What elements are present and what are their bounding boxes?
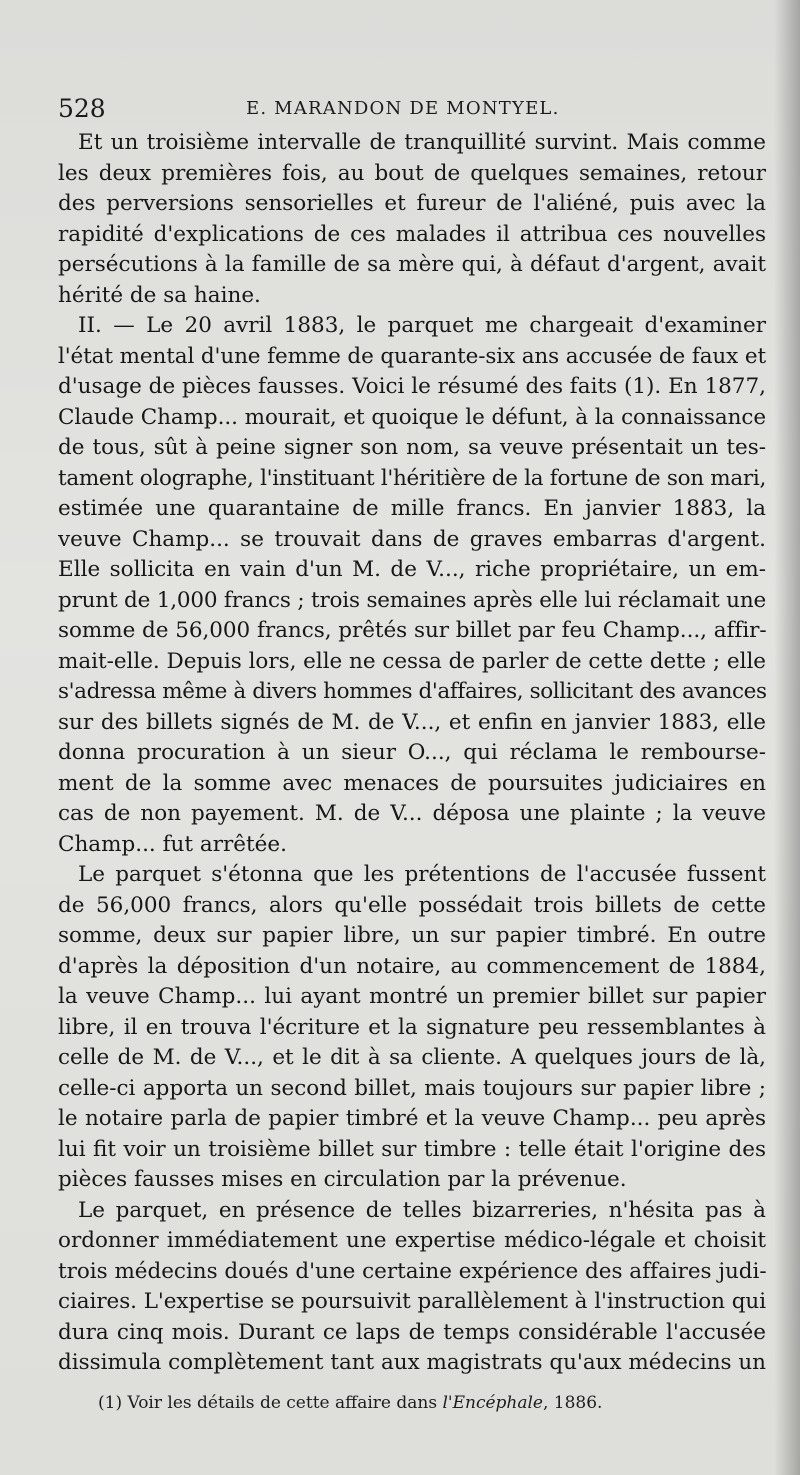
footnote-prefix: (1) Voir les détails de cette affaire dans xyxy=(98,1393,443,1413)
text-line: donna procuration à un sieur O..., qui réclama le rembourse- xyxy=(58,740,766,765)
text-line: somme, deux sur papier libre, un sur papier timbré. En outre xyxy=(58,923,766,948)
text-line: ment de la somme avec menaces de poursuites judiciaires en xyxy=(58,770,766,796)
text-line: trois médecins doués d'une certaine expérience des affaires judi- xyxy=(58,1258,767,1284)
text-line: lui fit voir un troisième billet sur timbre : telle était l'origine des xyxy=(58,1136,766,1162)
text-line: l'état mental d'une femme de quarante-six ans accusée de faux et xyxy=(58,343,766,369)
footnote-suffix: , 1886. xyxy=(542,1393,603,1413)
text-line: les deux premières fois, au bout de quelques semaines, retour xyxy=(58,160,766,186)
text-line: ordonner immédiatement une expertise médico-légale et choisit xyxy=(58,1228,766,1253)
text-line: estimée une quarantaine de mille francs. En janvier 1883, la xyxy=(58,496,766,521)
page-number: 528 xyxy=(58,94,106,123)
text-line: celle de M. de V..., et le dit à sa cliente. A quelques jours de là, xyxy=(58,1045,766,1070)
text-line: Champ... fut arrêtée. xyxy=(58,831,287,857)
text-line: d'après la déposition d'un notaire, au commencement de 1884, xyxy=(58,953,766,979)
text-line: d'usage de pièces fausses. Voici le résumé des faits (1). En 1877, xyxy=(58,374,766,399)
text-line: mait-elle. Depuis lors, elle ne cessa de parler de cette dette ; elle xyxy=(58,648,766,674)
text-line: Et un troisième intervalle de tranquillité survint. Mais comme xyxy=(78,130,766,155)
page-gutter-shadow xyxy=(774,0,800,1475)
text-line: rapidité d'explications de ces malades il attribua ces nouvelles xyxy=(58,221,766,247)
text-line: dissimula complètement tant aux magistrats qu'aux médecins un xyxy=(58,1350,767,1375)
paragraph xyxy=(58,128,766,311)
paragraph xyxy=(58,860,766,1196)
text-line: de 56,000 francs, alors qu'elle possédait trois billets de cette xyxy=(58,892,766,918)
text-line: dura cinq mois. Durant ce laps de temps considérable l'accusée xyxy=(58,1319,766,1345)
text-line: veuve Champ... se trouvait dans de graves embarras d'argent. xyxy=(58,526,766,552)
text-line: tament olographe, l'instituant l'héritière de la fortune de son mari, xyxy=(58,465,766,491)
text-line: la veuve Champ... lui ayant montré un premier billet sur papier xyxy=(58,984,766,1009)
paragraph xyxy=(58,311,766,860)
text-line: Le parquet s'étonna que les prétentions de l'accusée fussent xyxy=(78,862,766,887)
text-line: ciaires. L'expertise se poursuivit parallèlement à l'instruction qui xyxy=(58,1289,766,1314)
text-line: Le parquet, en présence de telles bizarreries, n'hésita pas à xyxy=(78,1197,766,1223)
page-header xyxy=(58,92,758,126)
text-line: le notaire parla de papier timbré et la veuve Champ... peu après xyxy=(58,1106,766,1131)
running-head: E. MARANDON DE MONTYEL. xyxy=(246,98,560,119)
text-line: des perversions sensorielles et fureur de l'aliéné, puis avec la xyxy=(58,191,766,216)
footnote xyxy=(98,1390,758,1416)
text-line: prunt de 1,000 francs ; trois semaines après elle lui réclamait une xyxy=(58,587,766,613)
text-line: pièces fausses mises en circulation par la prévenue. xyxy=(58,1167,627,1192)
text-line: somme de 56,000 francs, prêtés sur billet par feu Champ..., affir- xyxy=(58,618,767,643)
paragraph xyxy=(58,1196,766,1379)
text-line: hérité de sa haine. xyxy=(58,282,261,308)
text-line: celle-ci apporta un second billet, mais toujours sur papier libre ; xyxy=(58,1075,766,1101)
text-line: sur des billets signés de M. de V..., et enfin en janvier 1883, elle xyxy=(58,709,766,735)
text-line: libre, il en trouva l'écriture et la signature peu ressemblantes à xyxy=(58,1014,766,1040)
text-line: persécutions à la famille de sa mère qui, à défaut d'argent, avait xyxy=(58,252,766,277)
text-line: s'adressa même à divers hommes d'affaires, sollicitant des avances xyxy=(58,679,767,704)
text-line: Elle sollicita en vain d'un M. de V..., riche propriétaire, un em- xyxy=(58,557,766,582)
body-text xyxy=(58,128,766,1379)
text-line: cas de non payement. M. de V... déposa une plainte ; la veuve xyxy=(58,801,766,826)
footnote-journal: l'Encéphale xyxy=(442,1393,543,1413)
text-line: II. — Le 20 avril 1883, le parquet me chargeait d'examiner xyxy=(78,313,766,338)
text-line: Claude Champ... mourait, et quoique le défunt, à la connaissance xyxy=(58,404,766,430)
text-line: de tous, sût à peine signer son nom, sa veuve présentait un tes- xyxy=(58,435,766,460)
